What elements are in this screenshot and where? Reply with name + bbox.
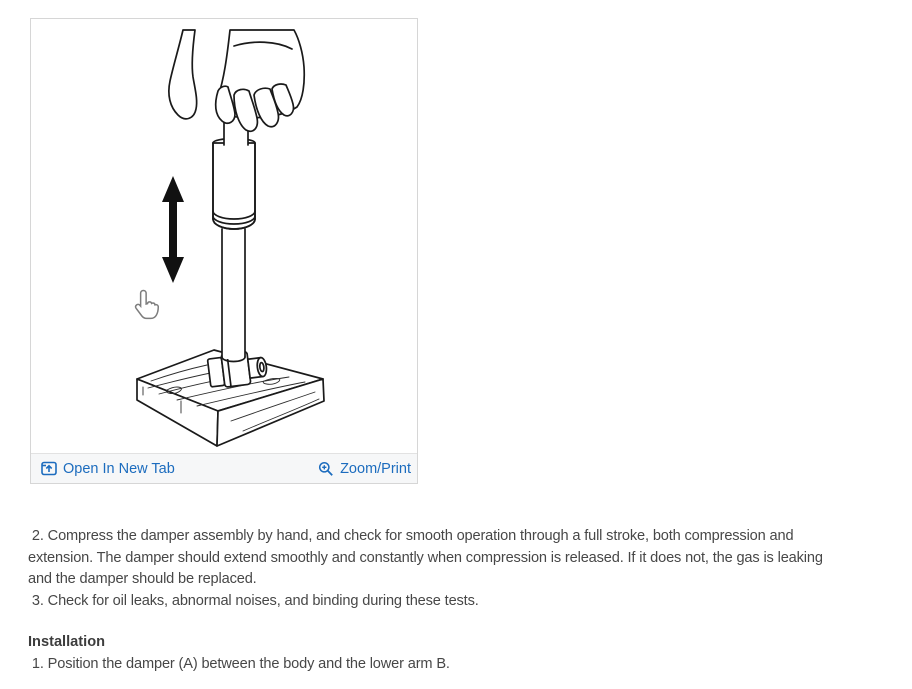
damper-body: [213, 139, 255, 230]
install-step1-line: 1. Position the damper (A) between the body and the lower arm B.: [28, 655, 450, 672]
step3-line: 3. Check for oil leaks, abnormal noises, and binding during these tests.: [28, 592, 479, 609]
open-in-new-tab-label: Open In New Tab: [63, 460, 175, 477]
hand-line-art: [169, 30, 304, 131]
installation-heading: Installation: [28, 634, 106, 650]
figure-panel-footer: [31, 453, 417, 483]
zoom-print-link[interactable]: [318, 461, 411, 477]
open-in-new-tab-icon: [41, 461, 57, 476]
figure-panel: [30, 18, 418, 484]
damper-compression-illustration[interactable]: [31, 19, 417, 453]
damper-figure-svg: [31, 19, 417, 453]
magnifier-plus-icon: [318, 461, 334, 477]
step2-line-1: 2. Compress the damper assembly by hand, and check for smooth operation through a full stroke, both compression and: [28, 528, 794, 544]
zoom-print-label: Zoom/Print: [340, 460, 411, 477]
instruction-text-block: [28, 526, 912, 675]
hand-cursor-icon: [136, 291, 159, 319]
step2-line-2: extension. The damper should extend smoothly and constantly when compression is released. If it does not, the gas is leaking: [28, 549, 823, 566]
step2-line-3: and the damper should be replaced.: [28, 571, 257, 587]
damper-rod: [222, 229, 245, 362]
double-headed-arrow-icon: [162, 176, 184, 283]
open-in-new-tab-link[interactable]: [41, 461, 175, 477]
